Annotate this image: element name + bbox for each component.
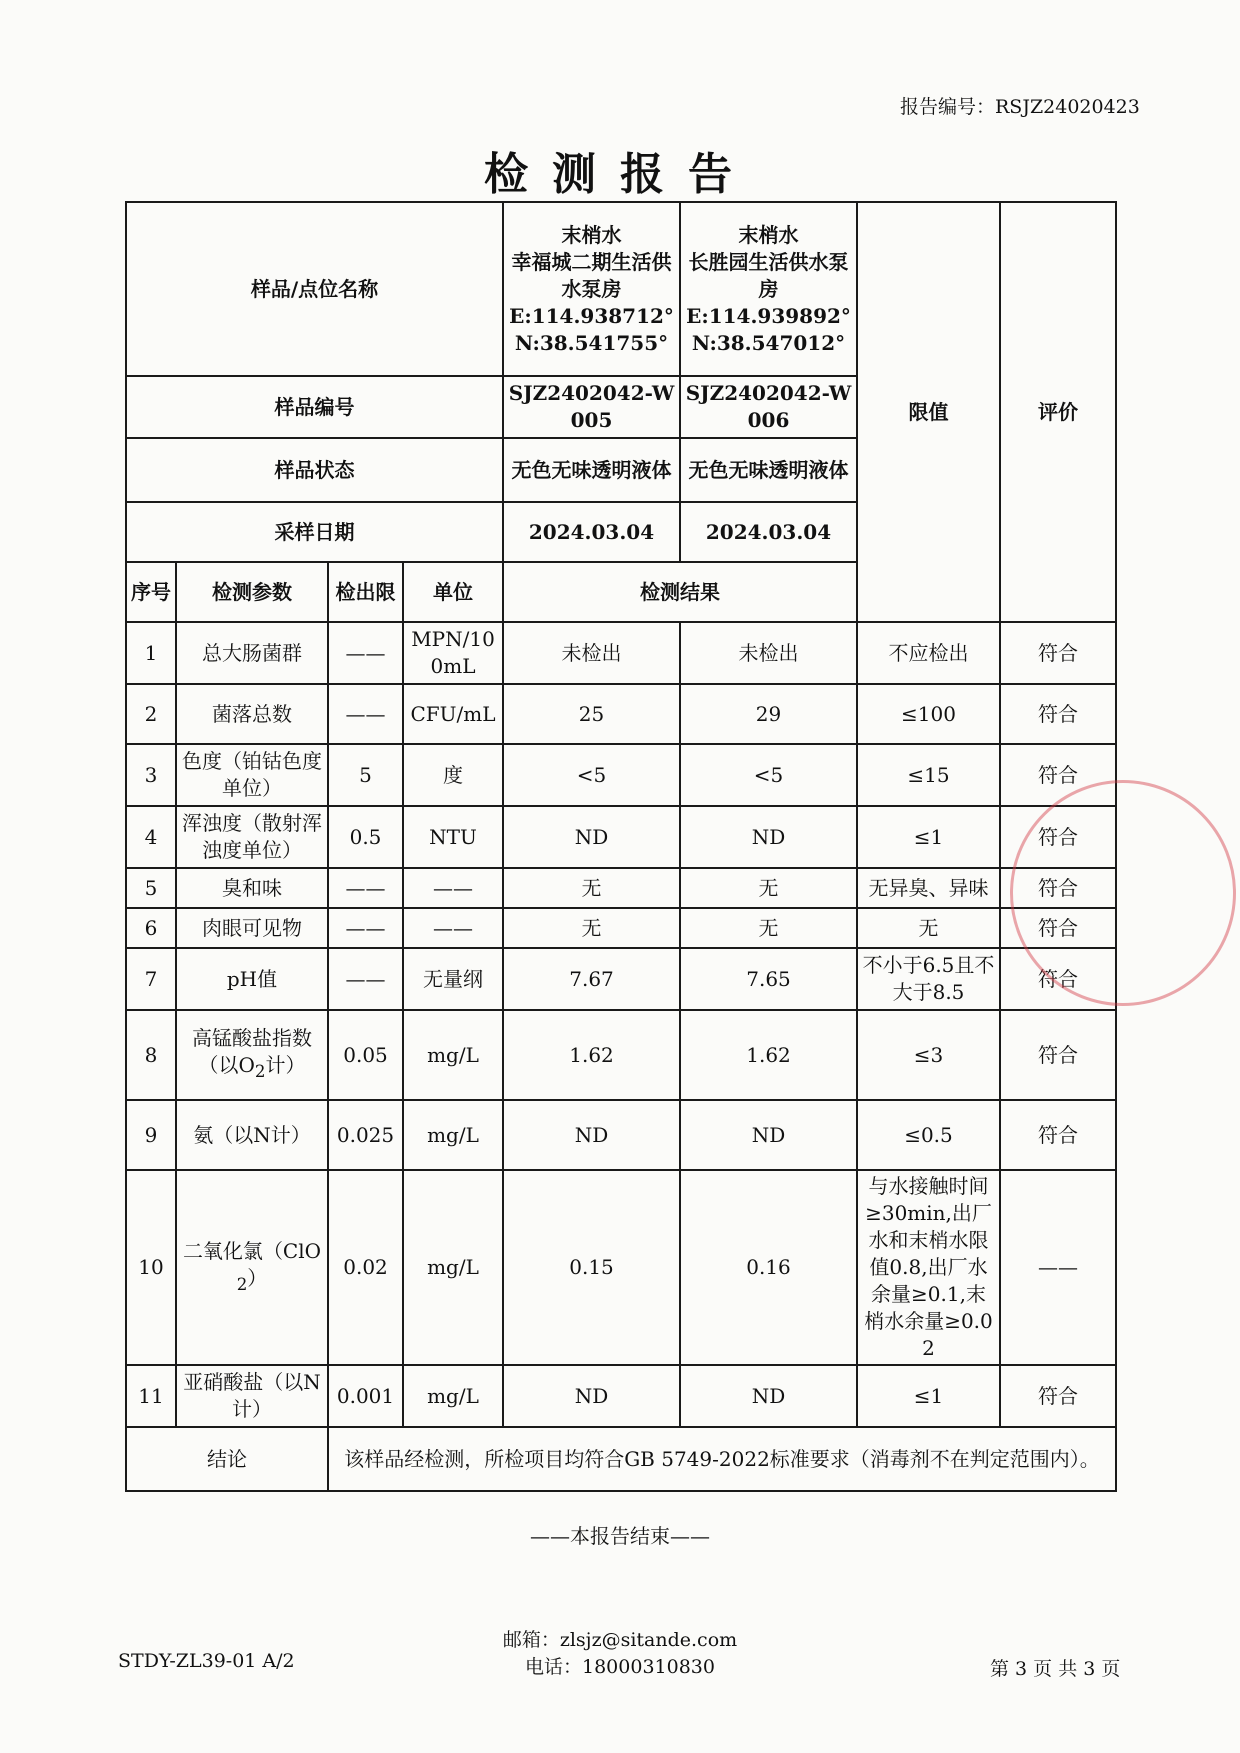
row-result-2: ND [680,1365,857,1427]
row-param-suffix: ） [247,1265,268,1290]
row-evaluation: —— [1000,1170,1116,1365]
col-detection-limit-header: 检出限 [328,562,403,622]
row-no: 8 [126,1010,176,1100]
row-no: 11 [126,1365,176,1427]
row-limit: 无异臭、异味 [857,868,1000,908]
sample2-name-line2: 长胜园生活供水泵房 [688,249,849,301]
row-evaluation: 符合 [1000,1100,1116,1170]
row-evaluation: 符合 [1000,948,1116,1010]
row-result-2: 0.16 [680,1170,857,1365]
row-result-1: 7.67 [503,948,680,1010]
form-code: STDY-ZL39-01 A/2 [118,1650,295,1672]
row-result-2: ND [680,806,857,868]
row-evaluation: 符合 [1000,1365,1116,1427]
row-detection-limit: —— [328,908,403,948]
row-result-1: ND [503,1100,680,1170]
sampling-date-label: 采样日期 [126,502,503,562]
row-result-1: ND [503,806,680,868]
row-detection-limit: 5 [328,744,403,806]
row-evaluation: 符合 [1000,908,1116,948]
row-param: 臭和味 [176,868,328,908]
row-result-2: 29 [680,684,857,744]
row-no: 3 [126,744,176,806]
row-param: 肉眼可见物 [176,908,328,948]
row-param-suffix: 计） [265,1053,306,1077]
row-detection-limit: —— [328,868,403,908]
sample-name-row [126,202,1116,376]
row-unit: mg/L [403,1010,503,1100]
col-no-header: 序号 [126,562,176,622]
row-result-2: ND [680,1100,857,1170]
table-row [126,908,1116,948]
row-limit: 与水接触时间≥30min,出厂水和末梢水限值0.8,出厂水余量≥0.1,末梢水余量≥0.02 [857,1170,1000,1365]
contact-phone: 电话：18000310830 [525,1656,715,1678]
row-no: 10 [126,1170,176,1365]
limit-header: 限值 [857,202,1000,622]
row-result-1: 1.62 [503,1010,680,1100]
row-detection-limit: 0.025 [328,1100,403,1170]
row-detection-limit: —— [328,622,403,684]
sample1-state: 无色无味透明液体 [503,438,680,502]
row-no: 2 [126,684,176,744]
row-evaluation: 符合 [1000,806,1116,868]
row-evaluation: 符合 [1000,868,1116,908]
row-limit: 不小于6.5且不大于8.5 [857,948,1000,1010]
row-unit: mg/L [403,1100,503,1170]
sample-id-label: 样品编号 [126,376,503,438]
row-param [176,1170,328,1365]
sample1-name-line1: 末梢水 [561,222,622,247]
row-param: 色度（铂钴色度单位） [176,744,328,806]
row-limit: ≤15 [857,744,1000,806]
sample1-coord-n: N:38.541755° [514,330,669,355]
evaluation-header: 评价 [1000,202,1116,622]
end-of-report: ——本报告结束—— [530,1524,710,1548]
row-detection-limit: 0.02 [328,1170,403,1365]
table-row [126,1100,1116,1170]
table-row [126,622,1116,684]
row-limit: 无 [857,908,1000,948]
sample2-name-line1: 末梢水 [738,222,799,247]
row-detection-limit: 0.001 [328,1365,403,1427]
row-detection-limit: —— [328,684,403,744]
sample-state-label: 样品状态 [126,438,503,502]
row-unit: MPN/100mL [403,622,503,684]
table-row [126,1170,1116,1365]
row-param-name: 高锰酸盐指数 [192,1026,312,1050]
row-param: 氨（以N计） [176,1100,328,1170]
row-unit: NTU [403,806,503,868]
row-param: 菌落总数 [176,684,328,744]
col-result-header: 检测结果 [503,562,857,622]
row-detection-limit: 0.5 [328,806,403,868]
row-result-2: <5 [680,744,857,806]
row-param-name: 二氧化氯 [182,1238,263,1263]
row-param-basis: （以O [198,1053,255,1077]
row-no: 5 [126,868,176,908]
table-row [126,684,1116,744]
row-result-1: 未检出 [503,622,680,684]
row-unit: —— [403,908,503,948]
table-row [126,868,1116,908]
row-param: pH值 [176,948,328,1010]
row-result-1: 25 [503,684,680,744]
sample2-state: 无色无味透明液体 [680,438,857,502]
sample-name-label: 样品/点位名称 [126,202,503,376]
table-row [126,1365,1116,1427]
table-row [126,744,1116,806]
row-result-1: 无 [503,908,680,948]
page-number: 第 3 页 共 3 页 [990,1658,1121,1680]
row-result-2: 7.65 [680,948,857,1010]
row-no: 4 [126,806,176,868]
row-no: 9 [126,1100,176,1170]
row-limit: 不应检出 [857,622,1000,684]
row-param-subscript: 2 [236,1274,248,1294]
row-evaluation: 符合 [1000,622,1116,684]
row-detection-limit: 0.05 [328,1010,403,1100]
row-limit: ≤100 [857,684,1000,744]
sample1-name-line2: 幸福城二期生活供水泵房 [511,249,672,301]
row-limit: ≤1 [857,806,1000,868]
row-result-2: 1.62 [680,1010,857,1100]
conclusion-label: 结论 [126,1427,328,1491]
row-no: 6 [126,908,176,948]
row-evaluation: 符合 [1000,1010,1116,1100]
table-row [126,948,1116,1010]
sample1-coord-e: E:114.938712° [509,303,674,328]
row-unit: CFU/mL [403,684,503,744]
sample2-id: SJZ2402042-W006 [680,376,857,438]
sample2-date: 2024.03.04 [680,502,857,562]
row-limit: ≤3 [857,1010,1000,1100]
sample1-id: SJZ2402042-W005 [503,376,680,438]
report-number: 报告编号：RSJZ24020423 [900,96,1140,118]
conclusion-text: 该样品经检测，所检项目均符合GB 5749-2022标准要求（消毒剂不在判定范围内）。 [328,1427,1116,1491]
sample1-date: 2024.03.04 [503,502,680,562]
row-unit: —— [403,868,503,908]
col-param-header: 检测参数 [176,562,328,622]
contact-email: 邮箱：zlsjz@sitande.com [502,1629,738,1651]
row-unit: mg/L [403,1170,503,1365]
row-result-2: 无 [680,908,857,948]
row-param [176,1010,328,1100]
page-title: 检测报告 [484,149,756,200]
row-result-2: 未检出 [680,622,857,684]
row-unit: mg/L [403,1365,503,1427]
row-result-1: <5 [503,744,680,806]
row-unit: 无量纲 [403,948,503,1010]
row-param-basis: （ClO [262,1238,322,1263]
row-no: 1 [126,622,176,684]
row-result-1: 0.15 [503,1170,680,1365]
row-limit: ≤0.5 [857,1100,1000,1170]
row-evaluation: 符合 [1000,684,1116,744]
row-no: 7 [126,948,176,1010]
row-result-1: 无 [503,868,680,908]
row-result-2: 无 [680,868,857,908]
sample2-coord-e: E:114.939892° [686,303,851,328]
row-evaluation: 符合 [1000,744,1116,806]
table-row [126,806,1116,868]
row-param-subscript: 2 [254,1062,266,1081]
test-report-table [125,201,1117,1492]
sample2-name [680,202,857,376]
row-param: 总大肠菌群 [176,622,328,684]
row-param: 浑浊度（散射浑浊度单位） [176,806,328,868]
row-param: 亚硝酸盐（以N计） [176,1365,328,1427]
row-result-1: ND [503,1365,680,1427]
sample2-coord-n: N:38.547012° [691,330,846,355]
row-detection-limit: —— [328,948,403,1010]
col-unit-header: 单位 [403,562,503,622]
conclusion-row [126,1427,1116,1491]
row-limit: ≤1 [857,1365,1000,1427]
table-row [126,1010,1116,1100]
row-unit: 度 [403,744,503,806]
sample1-name [503,202,680,376]
